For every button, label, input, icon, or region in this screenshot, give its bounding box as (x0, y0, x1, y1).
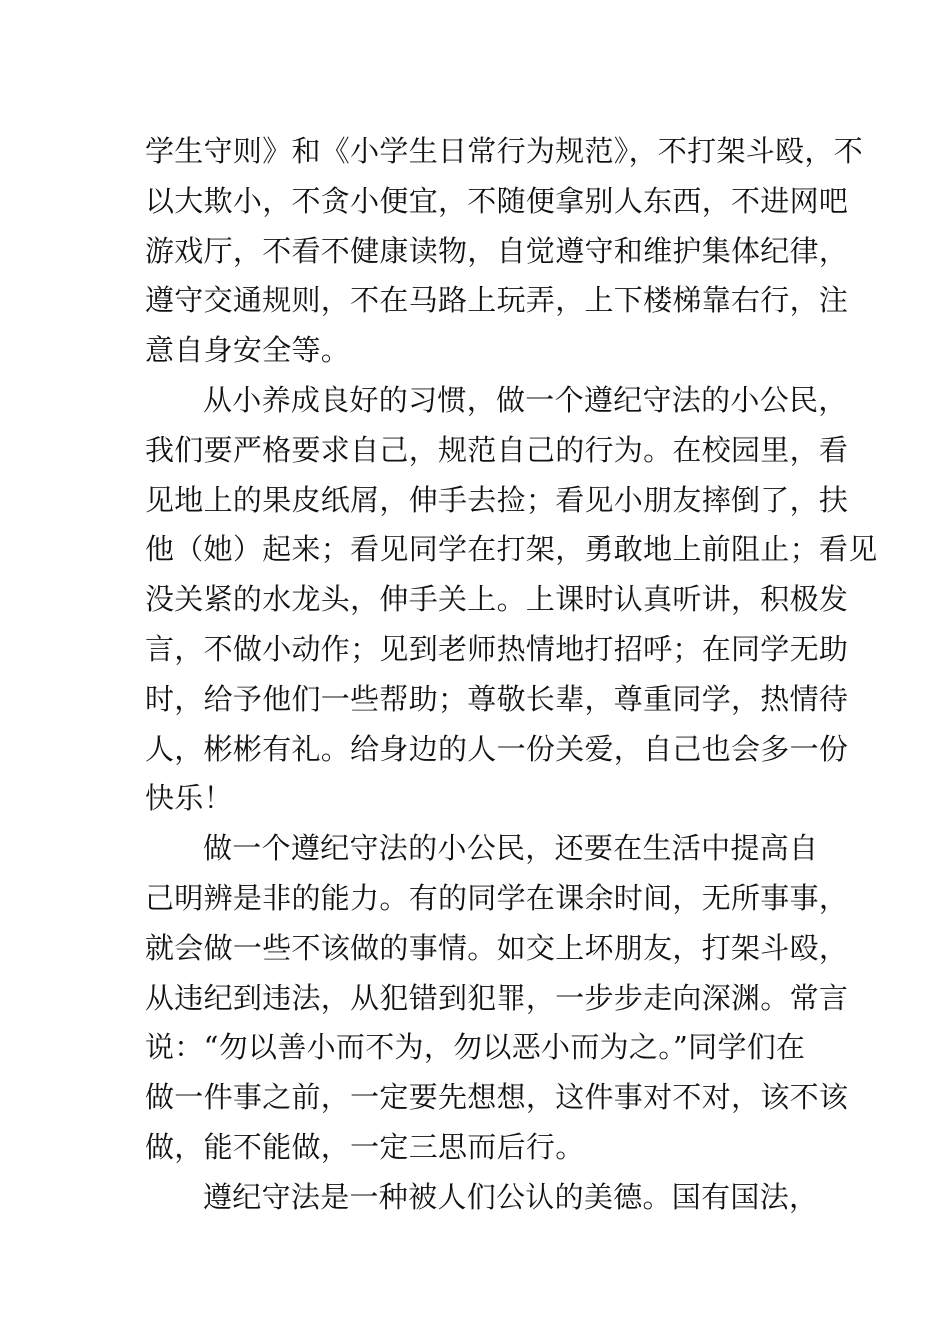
text-line: 己明辨是非的能力。有的同学在课余时间，无所事事， (145, 880, 849, 915)
paragraph-first-line: 做一个遵纪守法的小公民，还要在生活中提高自 (203, 831, 819, 866)
text-line: 学生守则》和《小学生日常行为规范》，不打架斗殴，不 (145, 134, 864, 168)
text-line: 人，彬彬有礼。给身边的人一份关爱，自己也会多一份 (145, 731, 849, 766)
text-line: 没关紧的水龙头，伸手关上。上课时认真听讲，积极发 (145, 582, 849, 617)
text-line: 我们要严格要求自己，规范自己的行为。在校园里，看 (145, 432, 849, 467)
text-line: 言，不做小动作；见到老师热情地打招呼；在同学无助 (145, 631, 849, 666)
text-line: 游戏厅，不看不健康读物，自觉遵守和维护集体纪律， (145, 233, 849, 268)
text-line: 以大欺小，不贪小便宜，不随便拿别人东西，不进网吧 (145, 183, 849, 218)
text-line: 遵守交通规则，不在马路上玩弄，上下楼梯靠右行，注 (145, 283, 849, 318)
text-line: 时，给予他们一些帮助；尊敬长辈，尊重同学，热情待 (145, 681, 849, 716)
text-line: 从违纪到违法，从犯错到犯罪，一步步走向深渊。常言 (145, 980, 849, 1015)
text-line: 见地上的果皮纸屑，伸手去捡；看见小朋友摔倒了，扶 (145, 482, 849, 517)
text-line: 就会做一些不该做的事情。如交上坏朋友，打架斗殴， (145, 930, 849, 965)
text-line: 做一件事之前，一定要先想想，这件事对不对，该不该 (145, 1080, 849, 1115)
text-line: 快乐！ (145, 781, 233, 816)
text-line: 做，能不能做，一定三思而后行。 (145, 1129, 585, 1164)
paragraph-first-line: 遵纪守法是一种被人们公认的美德。国有国法， (203, 1179, 819, 1214)
text-line: 他（她）起来；看见同学在打架，勇敢地上前阻止；看见 (145, 532, 878, 567)
text-line: 意自身安全等。 (145, 333, 351, 368)
text-line: 说：“勿以善小而不为，勿以恶小而为之。”同学们在 (145, 1030, 806, 1065)
paragraph-first-line: 从小养成良好的习惯，做一个遵纪守法的小公民， (203, 382, 848, 417)
body-text (145, 127, 878, 1223)
